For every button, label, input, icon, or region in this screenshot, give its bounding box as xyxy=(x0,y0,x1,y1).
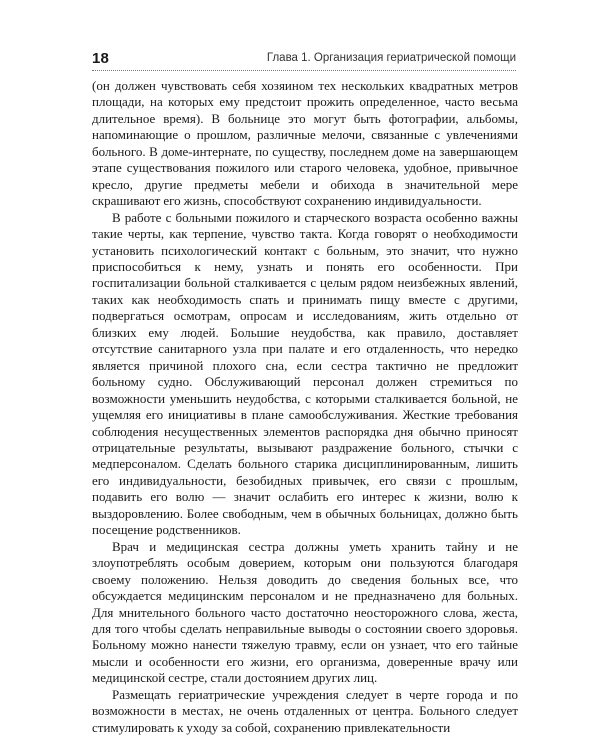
header-rule xyxy=(92,70,516,71)
paragraph-continued: (он должен чувствовать себя хозяином тех нескольких квадратных метров площади, на которых ему предстоит прожить определенное, часто весьма длительное время). В больнице это могут быть фотографии, альбомы, напоминающие о прошлом, различные мелочи, связанные с увлечениями больного. В доме-интернате, по существу, последнем доме на завершающем этапе существования пожилого или старого человека, удобное, привычное кресло, другие предметы мебели и обихода в значительной мере скрашивают его жизнь, способствуют сохранению индивидуальности. xyxy=(92,78,518,209)
running-header xyxy=(92,50,516,70)
page-number: 18 xyxy=(92,50,110,67)
paragraph: Размещать гериатрические учреждения следует в черте города и по возможности в местах, не очень отдаленных от центра. Больного следует стимулировать к уходу за собой, сохранению привлекательности xyxy=(92,686,518,735)
paragraph: В работе с больными пожилого и старческого возраста особенно важны такие черты, как терпение, чувство такта. Когда говорят о необходимости установить психологический контакт с больным, это значит, что нужно приспособиться к нему, узнать и понять его особенности. При госпитализации больной сталкивается с целым рядом неизбежных явлений, таких как необходимость спать и принимать пищу вместе с другими, подвергаться осмотрам, опросам и исследованиям, жить отдельно от близких ему людей. Большие неудобства, как правило, доставляет отсутствие санитарного узла при палате и его отдаленность, что нередко является причиной плохого сна, если сестра тактично не предложит больному судно. Обслуживающий персонал должен стремиться по возможности уменьшить неудобства, с которыми сталкивается больной, не ущемляя его инициативы в плане самообслуживания. Жесткие требования соблюдения несущественных элементов распорядка дня обычно приносят отрицательные результаты, вызывают раздражение больного, стычки с медперсоналом. Сделать больного старика дисциплинированным, лишить его индивидуальности, безобидных привычек, его связи с прошлым, подавить его волю — значит ослабить его интерес к жизни, волю к выздоровлению. Более свободным, чем в обычных больницах, должно быть посещение родственников. xyxy=(92,209,518,538)
body-text xyxy=(92,78,518,736)
chapter-title: Глава 1. Организация гериатрической помощи xyxy=(266,52,516,64)
paragraph: Врач и медицинская сестра должны уметь хранить тайну и не злоупотреблять особым доверием, которым они пользуются благодаря своему положению. Нельзя доводить до сведения больных все, что обсуждается медицинским персоналом и не предназначено для больных. Для мнительного больного часто достаточно неосторожного слова, жеста, для того чтобы сделать неправильные выводы о состоянии своего здоровья. Больному можно нанести тяжелую травму, если он узнает, что его тайные мысли и особенности его жизни, его организма, доверенные врачу или медицинской сестре, стали достоянием других лиц. xyxy=(92,538,518,686)
